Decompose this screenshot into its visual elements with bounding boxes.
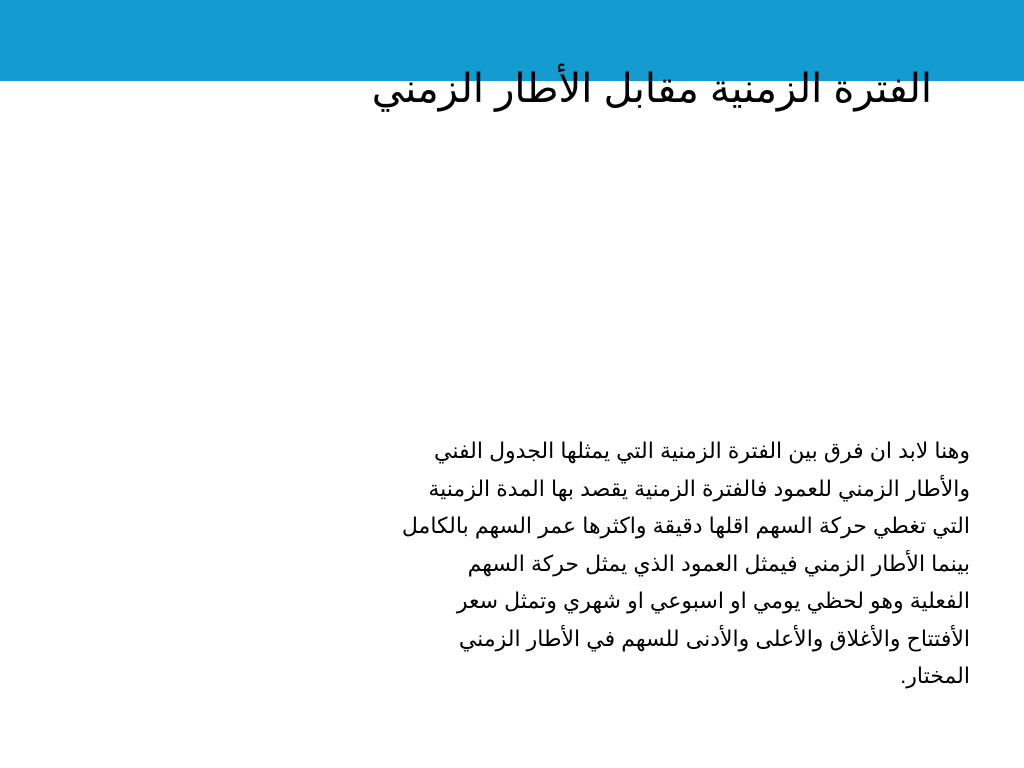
body-line: الفعلية وهو لحظي يومي او اسبوعي او شهري وتمثل سعر: [456, 588, 970, 613]
body-line: والأطار الزمني للعمود فالفترة الزمنية يقصد بها المدة الزمنية: [428, 475, 970, 501]
body-line: المختار.: [900, 663, 970, 688]
body-line: الأفتتاح والأغلاق والأعلى والأدنى للسهم في الأطار الزمني: [458, 625, 970, 651]
body-paragraph: [295, 432, 970, 695]
body-line: بينما الأطار الزمني فيمثل العمود الذي يمثل حركة السهم: [467, 550, 970, 576]
body-line: وهنا لابد ان فرق بين الفترة الزمنية التي يمثلها الجدول الفني: [434, 438, 970, 463]
body-line: التي تغطي حركة السهم اقلها دقيقة واكثرها عمر السهم بالكامل: [401, 513, 970, 538]
slide-title: الفترة الزمنية مقابل الأطار الزمني: [371, 67, 932, 111]
